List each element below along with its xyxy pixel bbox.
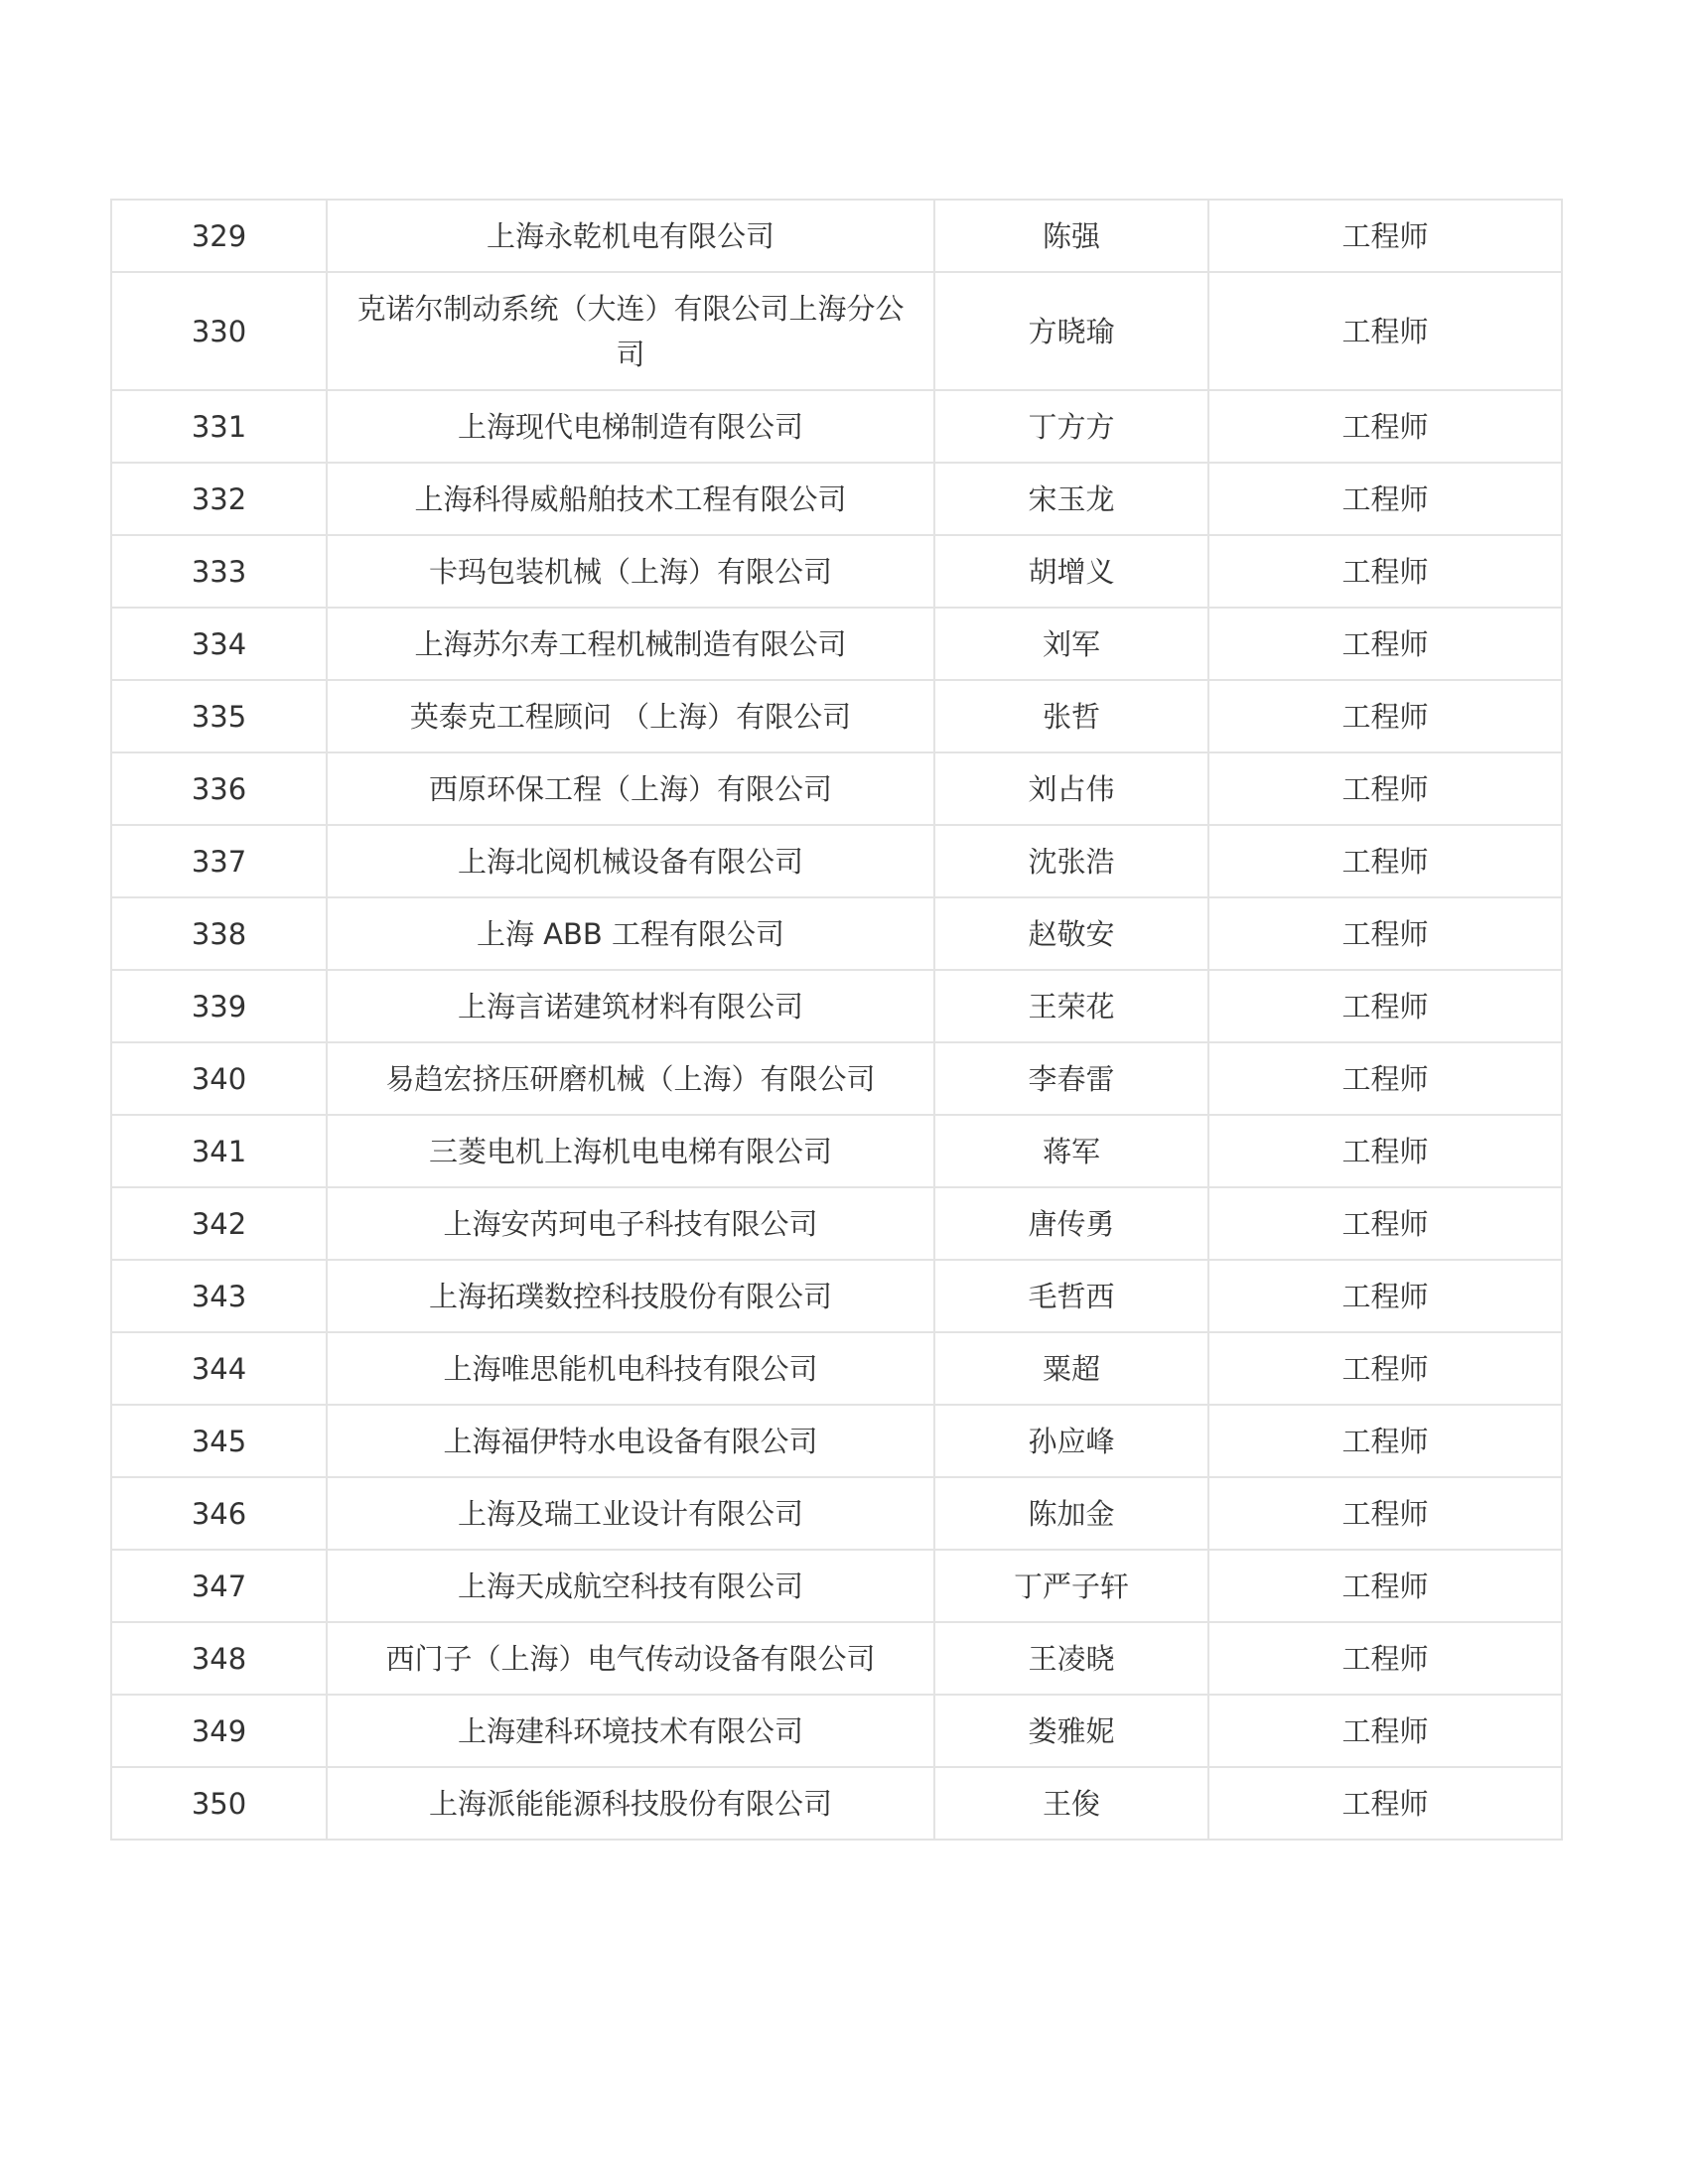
person-name: 丁严子轩 [934, 1550, 1208, 1622]
row-number: 337 [111, 825, 327, 897]
job-title: 工程师 [1208, 1405, 1562, 1477]
row-number: 331 [111, 390, 327, 463]
table-row [111, 970, 1562, 1042]
company-name: 上海拓璞数控科技股份有限公司 [327, 1260, 934, 1332]
row-number: 339 [111, 970, 327, 1042]
job-title: 工程师 [1208, 1695, 1562, 1767]
table-row [111, 1477, 1562, 1550]
table-row [111, 1187, 1562, 1260]
person-name: 王凌晓 [934, 1622, 1208, 1695]
job-title: 工程师 [1208, 970, 1562, 1042]
roster-table [110, 199, 1563, 1841]
company-name: 上海苏尔寿工程机械制造有限公司 [327, 608, 934, 680]
job-title: 工程师 [1208, 680, 1562, 752]
company-name: 西门子（上海）电气传动设备有限公司 [327, 1622, 934, 1695]
job-title: 工程师 [1208, 1115, 1562, 1187]
table-row [111, 1550, 1562, 1622]
company-name: 易趋宏挤压研磨机械（上海）有限公司 [327, 1042, 934, 1115]
company-name: 卡玛包装机械（上海）有限公司 [327, 535, 934, 608]
job-title: 工程师 [1208, 1622, 1562, 1695]
job-title: 工程师 [1208, 752, 1562, 825]
company-name: 上海 ABB 工程有限公司 [327, 897, 934, 970]
person-name: 刘占伟 [934, 752, 1208, 825]
company-name: 克诺尔制动系统（大连）有限公司上海分公司 [327, 272, 934, 390]
row-number: 340 [111, 1042, 327, 1115]
job-title: 工程师 [1208, 897, 1562, 970]
table-row [111, 897, 1562, 970]
row-number: 334 [111, 608, 327, 680]
row-number: 347 [111, 1550, 327, 1622]
job-title: 工程师 [1208, 535, 1562, 608]
person-name: 王荣花 [934, 970, 1208, 1042]
table-row [111, 1767, 1562, 1840]
company-name: 上海现代电梯制造有限公司 [327, 390, 934, 463]
person-name: 丁方方 [934, 390, 1208, 463]
row-number: 349 [111, 1695, 327, 1767]
company-name: 上海福伊特水电设备有限公司 [327, 1405, 934, 1477]
company-name: 上海唯思能机电科技有限公司 [327, 1332, 934, 1405]
person-name: 张哲 [934, 680, 1208, 752]
row-number: 335 [111, 680, 327, 752]
person-name: 宋玉龙 [934, 463, 1208, 535]
row-number: 344 [111, 1332, 327, 1405]
job-title: 工程师 [1208, 1042, 1562, 1115]
person-name: 娄雅妮 [934, 1695, 1208, 1767]
roster-table-body [111, 200, 1562, 1840]
job-title: 工程师 [1208, 825, 1562, 897]
person-name: 刘军 [934, 608, 1208, 680]
company-name: 西原环保工程（上海）有限公司 [327, 752, 934, 825]
person-name: 方晓瑜 [934, 272, 1208, 390]
table-row [111, 1042, 1562, 1115]
company-name: 英泰克工程顾问 （上海）有限公司 [327, 680, 934, 752]
person-name: 胡增义 [934, 535, 1208, 608]
table-row [111, 200, 1562, 272]
table-row [111, 1405, 1562, 1477]
row-number: 333 [111, 535, 327, 608]
person-name: 赵敬安 [934, 897, 1208, 970]
job-title: 工程师 [1208, 1332, 1562, 1405]
person-name: 陈加金 [934, 1477, 1208, 1550]
company-name: 上海科得威船舶技术工程有限公司 [327, 463, 934, 535]
job-title: 工程师 [1208, 1187, 1562, 1260]
person-name: 沈张浩 [934, 825, 1208, 897]
job-title: 工程师 [1208, 463, 1562, 535]
company-name: 上海派能能源科技股份有限公司 [327, 1767, 934, 1840]
table-row [111, 535, 1562, 608]
company-name: 上海言诺建筑材料有限公司 [327, 970, 934, 1042]
row-number: 332 [111, 463, 327, 535]
row-number: 345 [111, 1405, 327, 1477]
row-number: 336 [111, 752, 327, 825]
person-name: 唐传勇 [934, 1187, 1208, 1260]
table-row [111, 608, 1562, 680]
table-row [111, 1260, 1562, 1332]
job-title: 工程师 [1208, 390, 1562, 463]
person-name: 蒋军 [934, 1115, 1208, 1187]
company-name: 上海北阅机械设备有限公司 [327, 825, 934, 897]
person-name: 陈强 [934, 200, 1208, 272]
row-number: 330 [111, 272, 327, 390]
row-number: 341 [111, 1115, 327, 1187]
person-name: 孙应峰 [934, 1405, 1208, 1477]
row-number: 350 [111, 1767, 327, 1840]
job-title: 工程师 [1208, 608, 1562, 680]
company-name: 上海及瑞工业设计有限公司 [327, 1477, 934, 1550]
person-name: 粟超 [934, 1332, 1208, 1405]
company-name: 上海永乾机电有限公司 [327, 200, 934, 272]
table-row [111, 1622, 1562, 1695]
table-row [111, 1115, 1562, 1187]
row-number: 342 [111, 1187, 327, 1260]
row-number: 348 [111, 1622, 327, 1695]
company-name: 上海建科环境技术有限公司 [327, 1695, 934, 1767]
company-name: 上海天成航空科技有限公司 [327, 1550, 934, 1622]
job-title: 工程师 [1208, 1477, 1562, 1550]
job-title: 工程师 [1208, 1260, 1562, 1332]
row-number: 329 [111, 200, 327, 272]
company-name: 三菱电机上海机电电梯有限公司 [327, 1115, 934, 1187]
job-title: 工程师 [1208, 272, 1562, 390]
table-row [111, 463, 1562, 535]
person-name: 王俊 [934, 1767, 1208, 1840]
job-title: 工程师 [1208, 1767, 1562, 1840]
company-name: 上海安芮珂电子科技有限公司 [327, 1187, 934, 1260]
row-number: 338 [111, 897, 327, 970]
table-row [111, 825, 1562, 897]
row-number: 346 [111, 1477, 327, 1550]
table-row [111, 680, 1562, 752]
job-title: 工程师 [1208, 1550, 1562, 1622]
person-name: 毛哲西 [934, 1260, 1208, 1332]
table-row [111, 1332, 1562, 1405]
person-name: 李春雷 [934, 1042, 1208, 1115]
table-row [111, 752, 1562, 825]
job-title: 工程师 [1208, 200, 1562, 272]
table-row [111, 390, 1562, 463]
table-row [111, 272, 1562, 390]
row-number: 343 [111, 1260, 327, 1332]
table-row [111, 1695, 1562, 1767]
